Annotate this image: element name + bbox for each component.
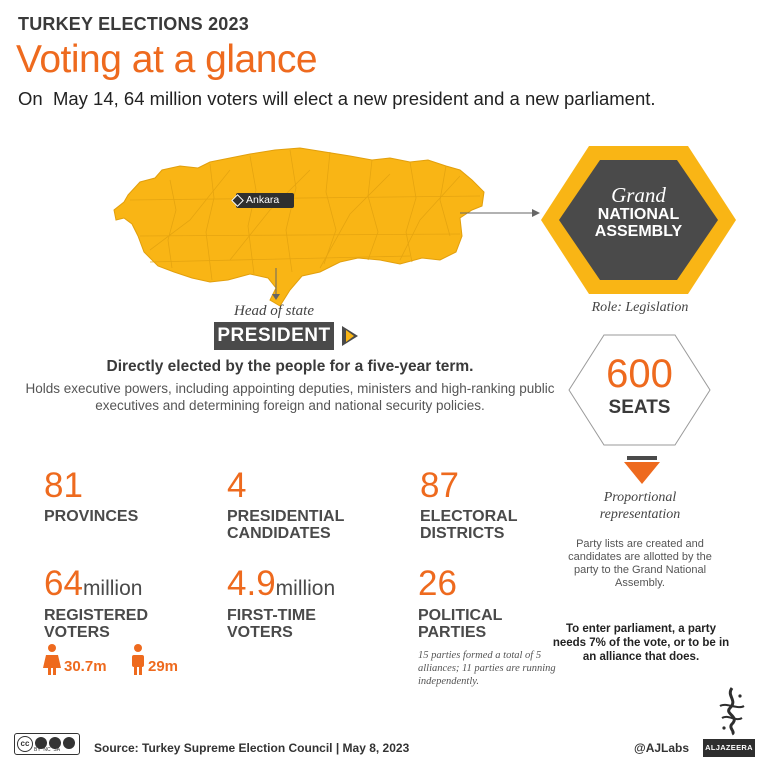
districts-label1: ELECTORAL (420, 508, 518, 525)
right-arrow-icon (532, 209, 540, 217)
head-of-state-label: Head of state (234, 303, 314, 319)
provinces-label: PROVINCES (44, 508, 139, 525)
ajlabs-handle: @AJLabs (634, 741, 690, 755)
registered-block (44, 566, 142, 602)
first-time-block (227, 566, 335, 602)
creative-commons-badge (14, 733, 80, 755)
aljazeera-brand: ALJAZEERA (703, 739, 755, 757)
registered-label1: REGISTERED (44, 607, 149, 624)
parties-value: 26 (418, 564, 457, 603)
threshold-note: To enter parliament, a party needs 7% of the vote, or to be in an alliance that does. (552, 623, 730, 663)
ankara-text: Ankara (246, 194, 280, 206)
president-label: PRESIDENT (214, 322, 334, 350)
cc-terms: BY NC SA (34, 747, 61, 753)
assembly-line2: NATIONAL (597, 206, 680, 223)
assembly-line3: ASSEMBLY (594, 223, 683, 240)
sa-icon (63, 737, 75, 749)
subtitle: On May 14, 64 million voters will elect a new president and a new parliament. (18, 88, 656, 109)
first-time-label2: VOTERS (227, 624, 293, 641)
female-icon (43, 644, 61, 675)
cc-icon: cc (17, 736, 33, 752)
proportional-arrow-bar (627, 456, 657, 460)
registered-value: 64 (44, 564, 83, 603)
candidates-label1: PRESIDENTIAL (227, 508, 345, 525)
parties-note: 15 parties formed a total of 5 alliances; 11 parties are running independently. (418, 650, 556, 687)
first-time-value: 4.9 (227, 564, 276, 603)
seats-number: 600 (606, 352, 673, 396)
page-title: Voting at a glance (16, 38, 318, 81)
aljazeera-logo-icon (712, 686, 752, 736)
provinces-value: 81 (44, 466, 83, 505)
assembly-line1: Grand (611, 183, 666, 207)
proportional-line2: representation (599, 507, 681, 522)
president-description: Holds executive powers, including appointing deputies, ministers and high-ranking public executives and determining foreign and national security policies. (25, 381, 555, 413)
down-arrow-icon (272, 294, 280, 300)
registered-unit: million (82, 577, 143, 600)
parties-label1: POLITICAL (418, 607, 503, 624)
districts-label2: DISTRICTS (420, 525, 505, 542)
source-line: Source: Turkey Supreme Election Council | May 8, 2023 (94, 741, 410, 755)
candidates-label2: CANDIDATES (227, 525, 331, 542)
registered-label2: VOTERS (44, 624, 110, 641)
kicker: TURKEY ELECTIONS 2023 (18, 14, 249, 34)
party-list-note: Party lists are created and candidates are allotted by the party to the Grand National Assembly. (568, 538, 712, 589)
proportional-arrow-icon (624, 462, 660, 484)
districts-value: 87 (420, 466, 459, 505)
parties-label2: PARTIES (418, 624, 487, 641)
proportional-line1: Proportional (603, 490, 677, 505)
first-time-unit: million (275, 577, 336, 600)
female-voters: 30.7m (64, 658, 107, 675)
assembly-role: Role: Legislation (591, 300, 689, 315)
male-icon (132, 644, 144, 675)
candidates-value: 4 (227, 466, 247, 505)
seats-label: SEATS (608, 397, 671, 418)
president-description-bold: Directly elected by the people for a five-year term. (106, 358, 474, 375)
male-voters: 29m (148, 658, 179, 675)
first-time-label1: FIRST-TIME (227, 607, 316, 624)
